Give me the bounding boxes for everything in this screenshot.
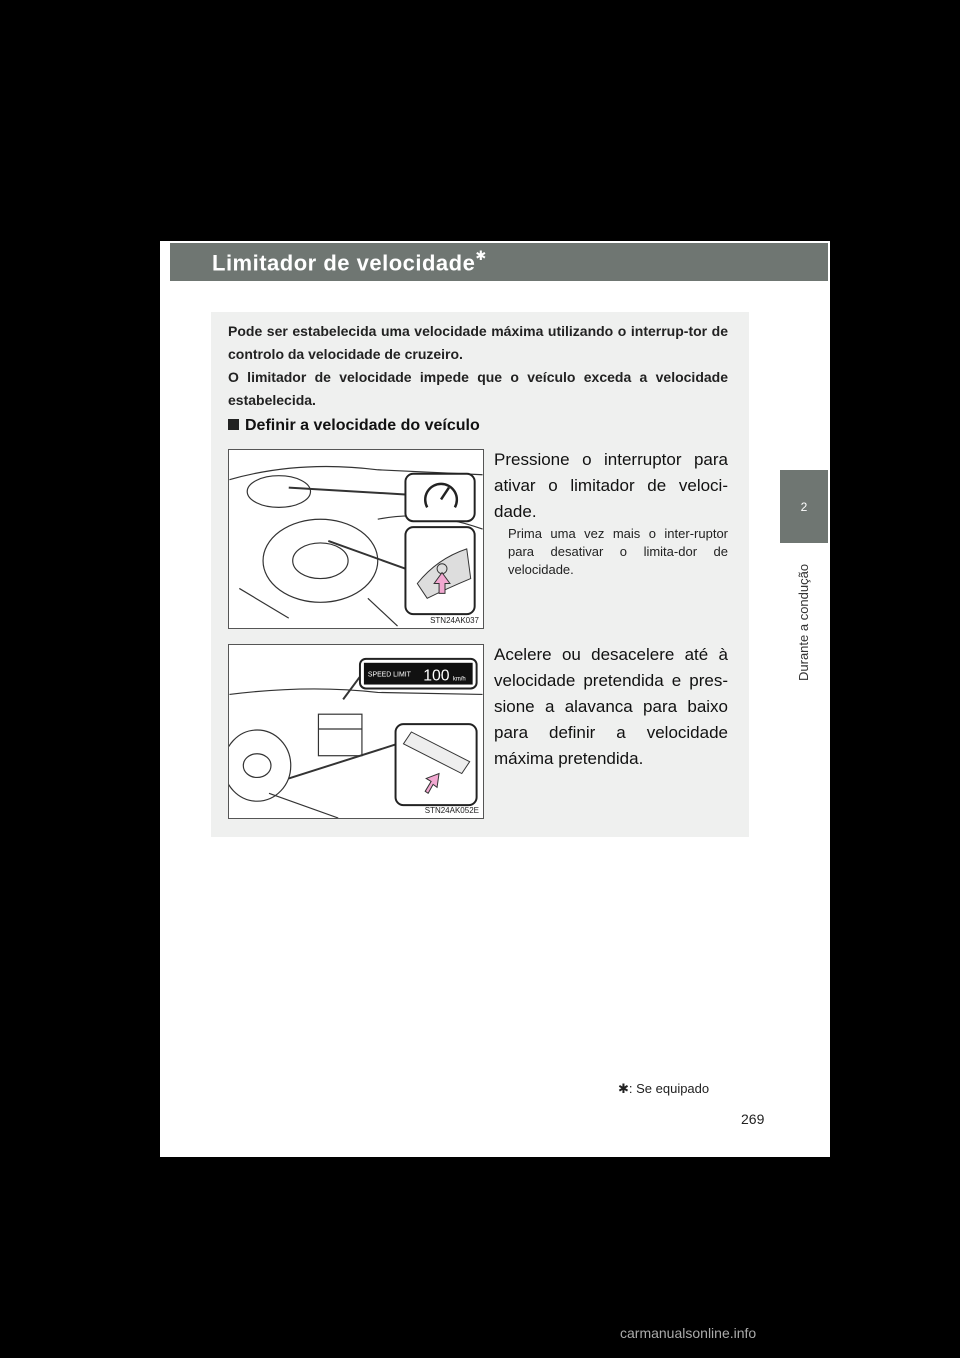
step1-note: Prima uma vez mais o inter-ruptor para desativar o limita-dor de velocidade. (508, 526, 728, 577)
figure-code: STN24AK037 (430, 616, 479, 625)
figure-speed-limiter-switch (228, 449, 484, 629)
figure-code: STN24AK052E (424, 806, 479, 815)
footnote: ✱: Se equipado (618, 1081, 710, 1096)
display-speed-unit: km/h (452, 676, 466, 683)
step2-text: Acelere ou desacelere até à velocidade pretendida e pres-sione a alavanca para baixo para definir a velocidade máxima pretendida. (494, 645, 728, 768)
page-number: 269 (741, 1111, 765, 1127)
intro-paragraph-2: O limitador de velocidade impede que o veículo exceda a velocidade estabelecida. (228, 369, 728, 408)
chapter-label: Durante a condução (796, 563, 811, 681)
section-heading: Definir a velocidade do veículo (228, 417, 480, 435)
display-speed-value: 100 (423, 667, 450, 685)
chapter-number: 2 (800, 500, 808, 514)
step1-text: Pressione o interruptor para ativar o limitador de veloci-dade. (494, 450, 728, 521)
intro-text (228, 320, 728, 412)
content-box (211, 312, 749, 837)
watermark: carmanualsonline.info (620, 1325, 757, 1341)
dashboard-illustration (229, 450, 483, 628)
display-speed-limit-label: SPEED LIMIT (367, 671, 411, 679)
title-bar (170, 243, 828, 281)
dashboard-lever-illustration (229, 645, 483, 818)
square-bullet-icon (228, 419, 239, 430)
intro-paragraph-1: Pode ser estabelecida uma velocidade máxima utilizando o interrup-tor de controlo da velocidade de cruzeiro. (228, 323, 728, 362)
chapter-tab (780, 470, 828, 543)
page-title: Limitador de velocidade✱ (212, 248, 487, 276)
figure-set-speed (228, 644, 484, 819)
manual-page (160, 241, 830, 1157)
